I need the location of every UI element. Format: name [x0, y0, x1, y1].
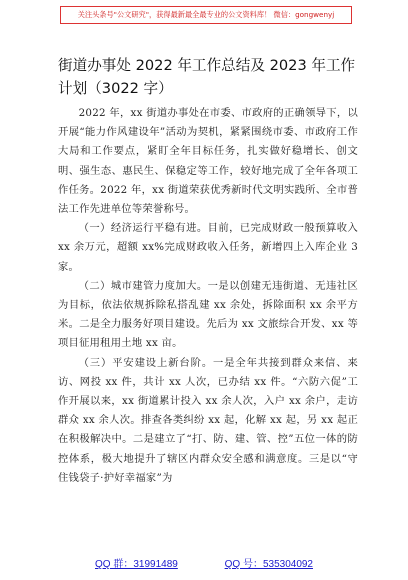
promo-banner: 关注头条号"公文研究"，获得最新最全最专业的公文资料库！ 微信：gongwenyj [60, 6, 352, 24]
paragraph-economy: （一）经济运行平稳有进。目前，已完成财政一般预算收入 xx 余万元，超额 xx%完成财政收入任务，新增四上入库企业 3 家。 [58, 222, 358, 273]
qq-number-link[interactable]: QQ 号：535304092 [224, 559, 313, 570]
document-title: 街道办事处 2022 年工作总结及 2023 年工作计划（3022 字） [58, 57, 356, 97]
paragraph-public-safety: （三）平安建设上新台阶。一是全年共接到群众来信、来访、网投 xx 件，共计 xx 人次，已办结 xx 件。“六防六促”工作开展以来，xx 街道累计投入 xx 余人次，入户 xx 余户，走访群众 xx 余人次。排查各类纠纷 xx 起，化解 xx 起，另 xx 起正在积极解决中。二是建立了“打、防、建、管、控”五位一体的防控体系，极大地提升了辖区内群众安全感和满意度。三是以“守住钱袋子·护好幸福家”为 [58, 356, 358, 484]
paragraph-urban-construction: （二）城市建管力度加大。一是以创建无违街道、无违社区为目标，依法依规拆除私搭乱建 xx 余处，拆除面积 xx 余平方米。二是全力服务好项目建设。先后为 xx 文旅综合开发、xx 等项目征用租用土地 xx 亩。 [58, 279, 358, 350]
footer-contact [0, 555, 408, 570]
document-body [58, 104, 358, 488]
paragraph-intro: 2022 年，xx 街道办事处在市委、市政府的正确领导下，以开展“能力作风建设年”活动为契机，紧紧围绕市委、市政府工作大局和工作要点，紧盯全年目标任务，扎实做好稳增长、创文明、强生态、惠民生、保稳定等工作，较好地完成了全年各项工作任务。2022 年，xx 街道荣获优秀新时代文明实践所、全市普法工作先进单位等荣誉称号。 [58, 107, 358, 216]
qq-group-link[interactable]: QQ 群：31991489 [95, 559, 178, 570]
